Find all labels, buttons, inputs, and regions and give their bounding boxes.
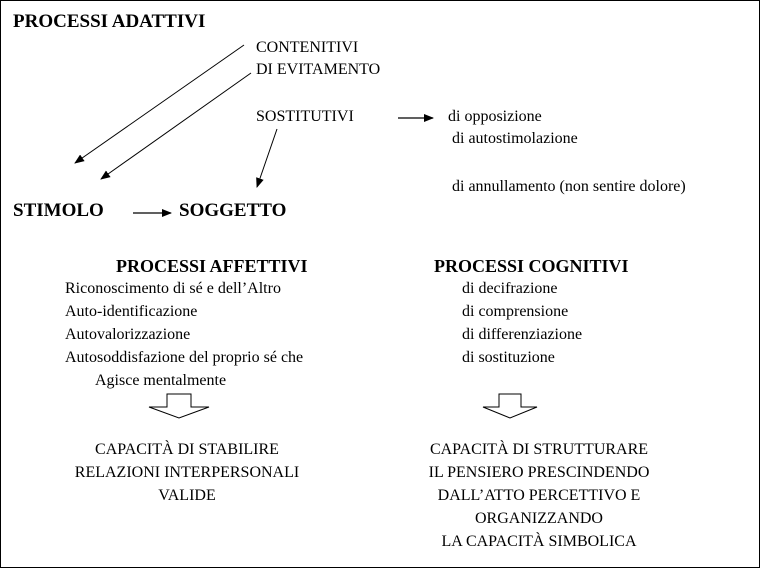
affettivi-item: Riconoscimento di sé e dell’Altro bbox=[65, 280, 281, 297]
outcome-opposizione: di opposizione bbox=[448, 108, 542, 125]
cognitivi-item: di sostituzione bbox=[462, 349, 555, 366]
cognitivi-item: di decifrazione bbox=[462, 280, 558, 297]
affettivi-item: Agisce mentalmente bbox=[95, 372, 227, 389]
outcome-autostimolazione: di autostimolazione bbox=[452, 130, 578, 147]
label-evitamento: DI EVITAMENTO bbox=[256, 61, 381, 78]
cognitivi-item: di differenziazione bbox=[462, 326, 583, 343]
label-sostitutivi: SOSTITUTIVI bbox=[256, 108, 354, 125]
cognitivi-item: di comprensione bbox=[462, 303, 569, 320]
affettivi-item: Autosoddisfazione del proprio sé che bbox=[65, 349, 304, 366]
arrow-sostitutivi-to-soggetto bbox=[257, 129, 277, 187]
node-stimolo: STIMOLO bbox=[13, 200, 104, 221]
node-soggetto: SOGGETTO bbox=[179, 200, 287, 221]
cognitivi-result-line: CAPACITÀ DI STRUTTURARE bbox=[429, 441, 649, 458]
cognitivi-result-line: LA CAPACITÀ SIMBOLICA bbox=[441, 533, 637, 550]
affettivi-item: Auto-identificazione bbox=[65, 303, 198, 320]
cognitivi-result-line: ORGANIZZANDO bbox=[475, 510, 603, 527]
diagram-title: PROCESSI ADATTIVI bbox=[13, 11, 206, 32]
outcome-annullamento: di annullamento (non sentire dolore) bbox=[452, 178, 686, 195]
affettivi-result-line: RELAZIONI INTERPERSONALI bbox=[74, 464, 300, 481]
label-contenitivi: CONTENITIVI bbox=[256, 39, 359, 56]
down-arrow-cognitivi bbox=[483, 394, 537, 418]
heading-processi-affettivi: PROCESSI AFFETTIVI bbox=[116, 256, 308, 276]
arrow-contenitivi-to-stimolo bbox=[75, 45, 244, 163]
arrow-evitamento-to-stimolo bbox=[101, 73, 251, 179]
affettivi-result-line: VALIDE bbox=[158, 487, 216, 504]
heading-processi-cognitivi: PROCESSI COGNITIVI bbox=[434, 256, 629, 276]
affettivi-result-line: CAPACITÀ DI STABILIRE bbox=[95, 441, 279, 458]
affettivi-item: Autovalorizzazione bbox=[65, 326, 191, 343]
down-arrow-affettivi bbox=[149, 394, 209, 418]
cognitivi-result-line: DALL’ATTO PERCETTIVO E bbox=[437, 487, 641, 504]
cognitivi-result-line: IL PENSIERO PRESCINDENDO bbox=[428, 464, 650, 481]
